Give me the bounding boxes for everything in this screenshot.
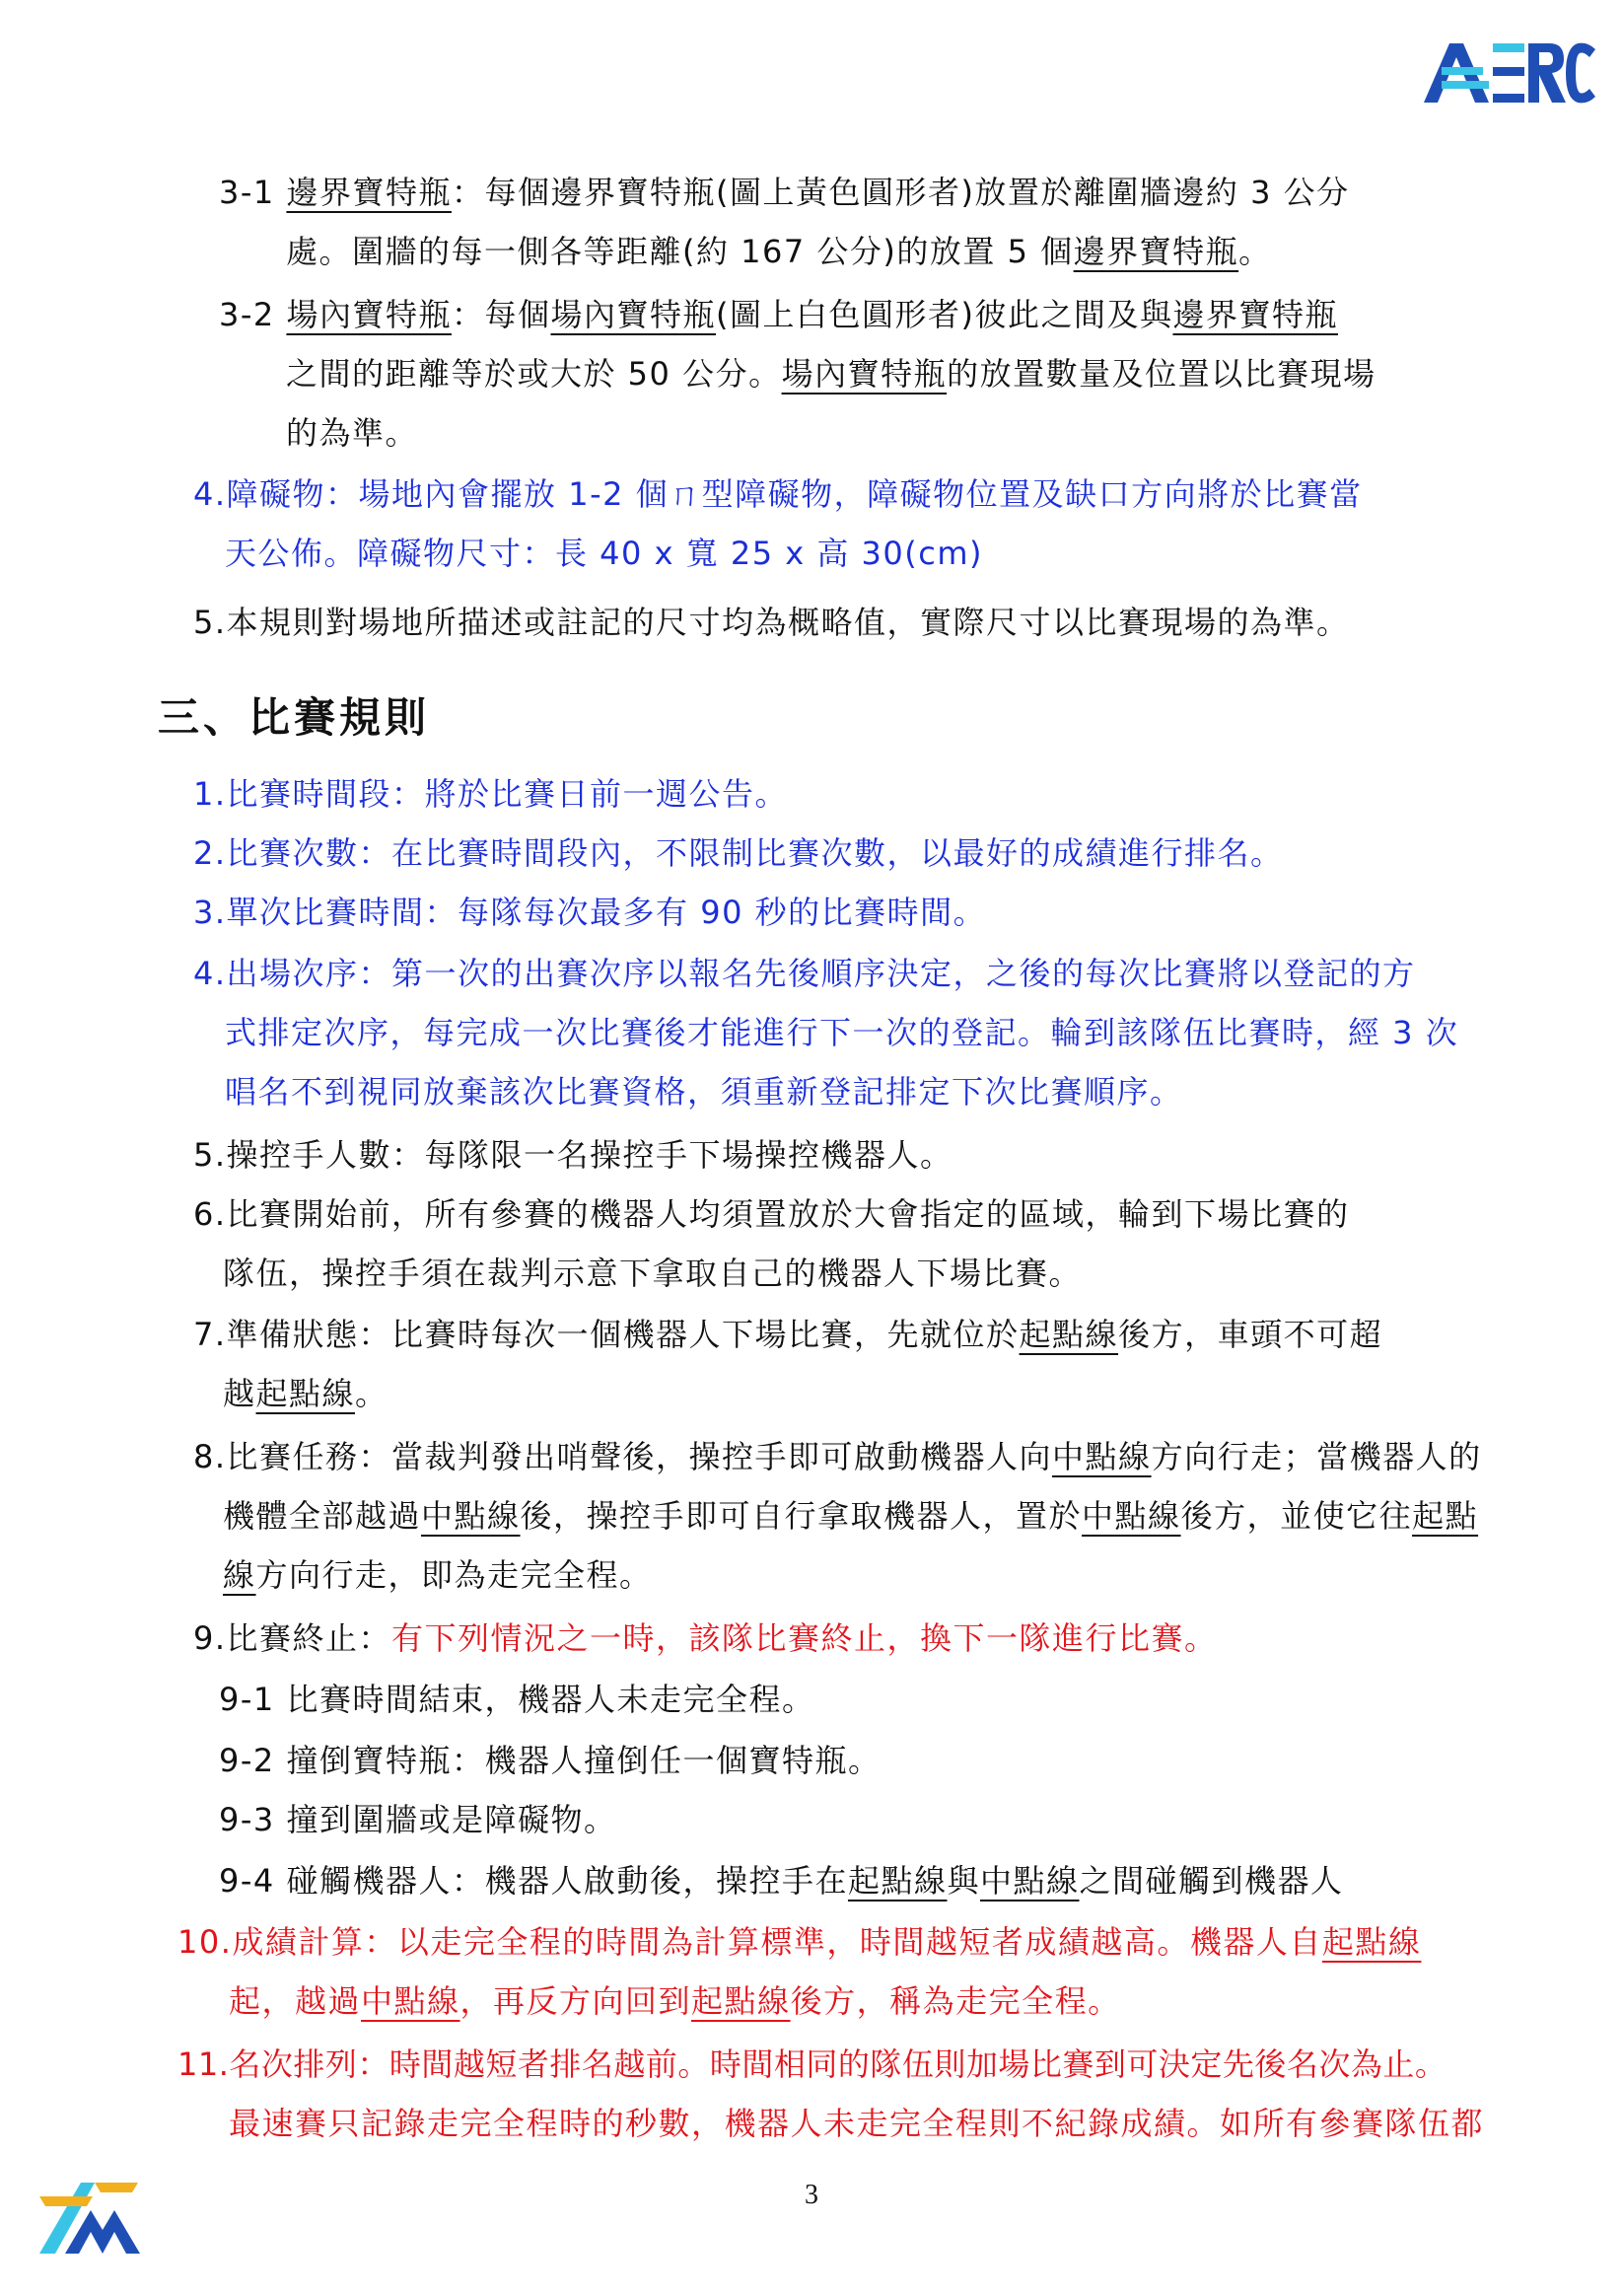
text: 後，操控手即可自行拿取機器人，置於 <box>520 1497 1083 1535</box>
text: 。 <box>355 1375 388 1412</box>
obstacle-rule-line-2: 天公佈。障礙物尺寸：長 40 x 寬 25 x 高 30(cm) <box>225 535 983 572</box>
underlined-term: 起點線 <box>691 1982 791 2020</box>
text: 8.比賽任務：當裁判發出哨聲後，操控手即可啟動機器人向 <box>193 1438 1053 1475</box>
text: ，再反方向回到 <box>459 1982 692 2020</box>
underlined-term: 場內寶特瓶 <box>550 296 716 333</box>
text: 3-1 <box>219 174 287 211</box>
rule-8-line-2 <box>223 1493 1478 1539</box>
rule-10-line-1 <box>177 1919 1421 1965</box>
underlined-term: 邊界寶特瓶 <box>286 174 452 211</box>
text: 3-2 <box>219 296 287 333</box>
underlined-term: 中點線 <box>361 1982 460 2020</box>
text: 7.準備狀態：比賽時每次一個機器人下場比賽，先就位於 <box>193 1316 1020 1353</box>
text: 後方，稱為走完全程。 <box>790 1982 1121 2020</box>
underlined-term: 中點線 <box>1082 1497 1181 1535</box>
rule-9-1: 9-1 比賽時間結束，機器人未走完全程。 <box>219 1681 815 1718</box>
text: 9-4 碰觸機器人：機器人啟動後，操控手在 <box>219 1862 848 1900</box>
text: 方向行走，即為走完全程。 <box>255 1556 653 1594</box>
text: 的放置數量及位置以比賽現場 <box>947 355 1376 393</box>
dimension-note: 5.本規則對場地所描述或註記的尺寸均為概略值，實際尺寸以比賽現場的為準。 <box>193 604 1350 641</box>
rule-8-line-1 <box>193 1434 1482 1479</box>
text: ：每個邊界寶特瓶(圖上黃色圓形者)放置於離圍牆邊約 3 公分 <box>451 174 1350 211</box>
text: 方向行走；當機器人的 <box>1151 1438 1482 1475</box>
underlined-term: 起點線 <box>255 1375 356 1412</box>
rule-9-4 <box>219 1858 1344 1903</box>
underlined-term: 線 <box>223 1556 256 1594</box>
page-number: 3 <box>805 2180 818 2210</box>
underlined-term: 場內寶特瓶 <box>286 296 452 333</box>
text: 起，越過 <box>229 1982 362 2020</box>
text: 機體全部越過 <box>223 1497 422 1535</box>
rule-10-line-2 <box>229 1978 1121 2024</box>
text: ：每個 <box>451 296 551 333</box>
obstacle-rule-line-1: 4.障礙物：場地內會擺放 1-2 個ㄇ型障礙物，障礙物位置及缺口方向將於比賽當 <box>193 475 1363 513</box>
rule-7-line-2 <box>223 1371 388 1416</box>
rule-9-3: 9-3 撞到圍牆或是障礙物。 <box>219 1801 617 1838</box>
underlined-term: 場內寶特瓶 <box>781 355 948 393</box>
text: 10.成績計算：以走完全程的時間為計算標準，時間越短者成績越高。機器人自 <box>177 1923 1322 1961</box>
paragraph-3-2-line-3: 的為準。 <box>286 414 419 452</box>
text: 後方，並使它往 <box>1180 1497 1413 1535</box>
rule-4-line-1: 4.出場次序：第一次的出賽次序以報名先後順序決定，之後的每次比賽將以登記的方 <box>193 955 1416 992</box>
text: 之間碰觸到機器人 <box>1079 1862 1344 1900</box>
rule-5: 5.操控手人數：每隊限一名操控手下場操控機器人。 <box>193 1136 953 1174</box>
rule-9-2: 9-2 撞倒寶特瓶：機器人撞倒任一個寶特瓶。 <box>219 1742 882 1779</box>
rule-8-line-3 <box>223 1552 653 1598</box>
rule-4-line-3: 唱名不到視同放棄該次比賽資格，須重新登記排定下次比賽順序。 <box>225 1073 1183 1111</box>
underlined-term: 邊界寶特瓶 <box>1073 233 1239 270</box>
underlined-term: 起點線 <box>1019 1316 1119 1353</box>
highlighted-text: 有下列情況之一時，該隊比賽終止，換下一隊進行比賽。 <box>391 1619 1218 1657</box>
text: 與 <box>947 1862 980 1900</box>
rule-2: 2.比賽次數：在比賽時間段內，不限制比賽次數，以最好的成績進行排名。 <box>193 834 1284 872</box>
text: 之間的距離等於或大於 50 公分。 <box>286 355 782 393</box>
underlined-term: 起點線 <box>1321 1923 1422 1961</box>
text: 越 <box>223 1375 256 1412</box>
rule-6-line-2: 隊伍，操控手須在裁判示意下拿取自己的機器人下場比賽。 <box>223 1255 1083 1292</box>
text: 後方，車頭不可超 <box>1118 1316 1383 1353</box>
rule-11-line-2: 最速賽只記錄走完全程時的秒數，機器人未走完全程則不紀錄成績。如所有參賽隊伍都 <box>229 2105 1485 2142</box>
underlined-term: 起點 <box>1412 1497 1479 1535</box>
rule-3: 3.單次比賽時間：每隊每次最多有 90 秒的比賽時間。 <box>193 894 987 931</box>
rule-9 <box>193 1615 1218 1661</box>
text: 。 <box>1238 233 1272 270</box>
underlined-term: 起點線 <box>847 1862 948 1900</box>
rule-4-line-2: 式排定次序，每完成一次比賽後才能進行下一次的登記。輪到該隊伍比賽時，經 3 次 <box>225 1014 1459 1051</box>
underlined-term: 邊界寶特瓶 <box>1172 296 1338 333</box>
rule-7-line-1 <box>193 1312 1382 1357</box>
text: 9.比賽終止： <box>193 1619 392 1657</box>
rule-11-line-1: 11.名次排列：時間越短者排名越前。時間相同的隊伍則加場比賽到可決定先後名次為止。 <box>177 2045 1447 2083</box>
section-heading: 三、比賽規則 <box>158 693 431 742</box>
paragraph-3-2-line-2 <box>286 351 1376 396</box>
paragraph-3-1-line-1 <box>219 170 1350 215</box>
text: (圖上白色圓形者)彼此之間及與 <box>715 296 1173 333</box>
text: 處。圍牆的每一側各等距離(約 167 公分)的放置 5 個 <box>286 233 1074 270</box>
aerc-logo <box>1420 37 1597 107</box>
paragraph-3-1-line-2 <box>286 229 1272 274</box>
rule-1: 1.比賽時間段：將於比賽日前一週公告。 <box>193 775 789 813</box>
rule-6-line-1: 6.比賽開始前，所有參賽的機器人均須置放於大會指定的區域，輪到下場比賽的 <box>193 1195 1350 1233</box>
paragraph-3-2-line-1 <box>219 292 1338 337</box>
underlined-term: 中點線 <box>1052 1438 1152 1475</box>
underlined-term: 中點線 <box>421 1497 521 1535</box>
underlined-term: 中點線 <box>979 1862 1080 1900</box>
